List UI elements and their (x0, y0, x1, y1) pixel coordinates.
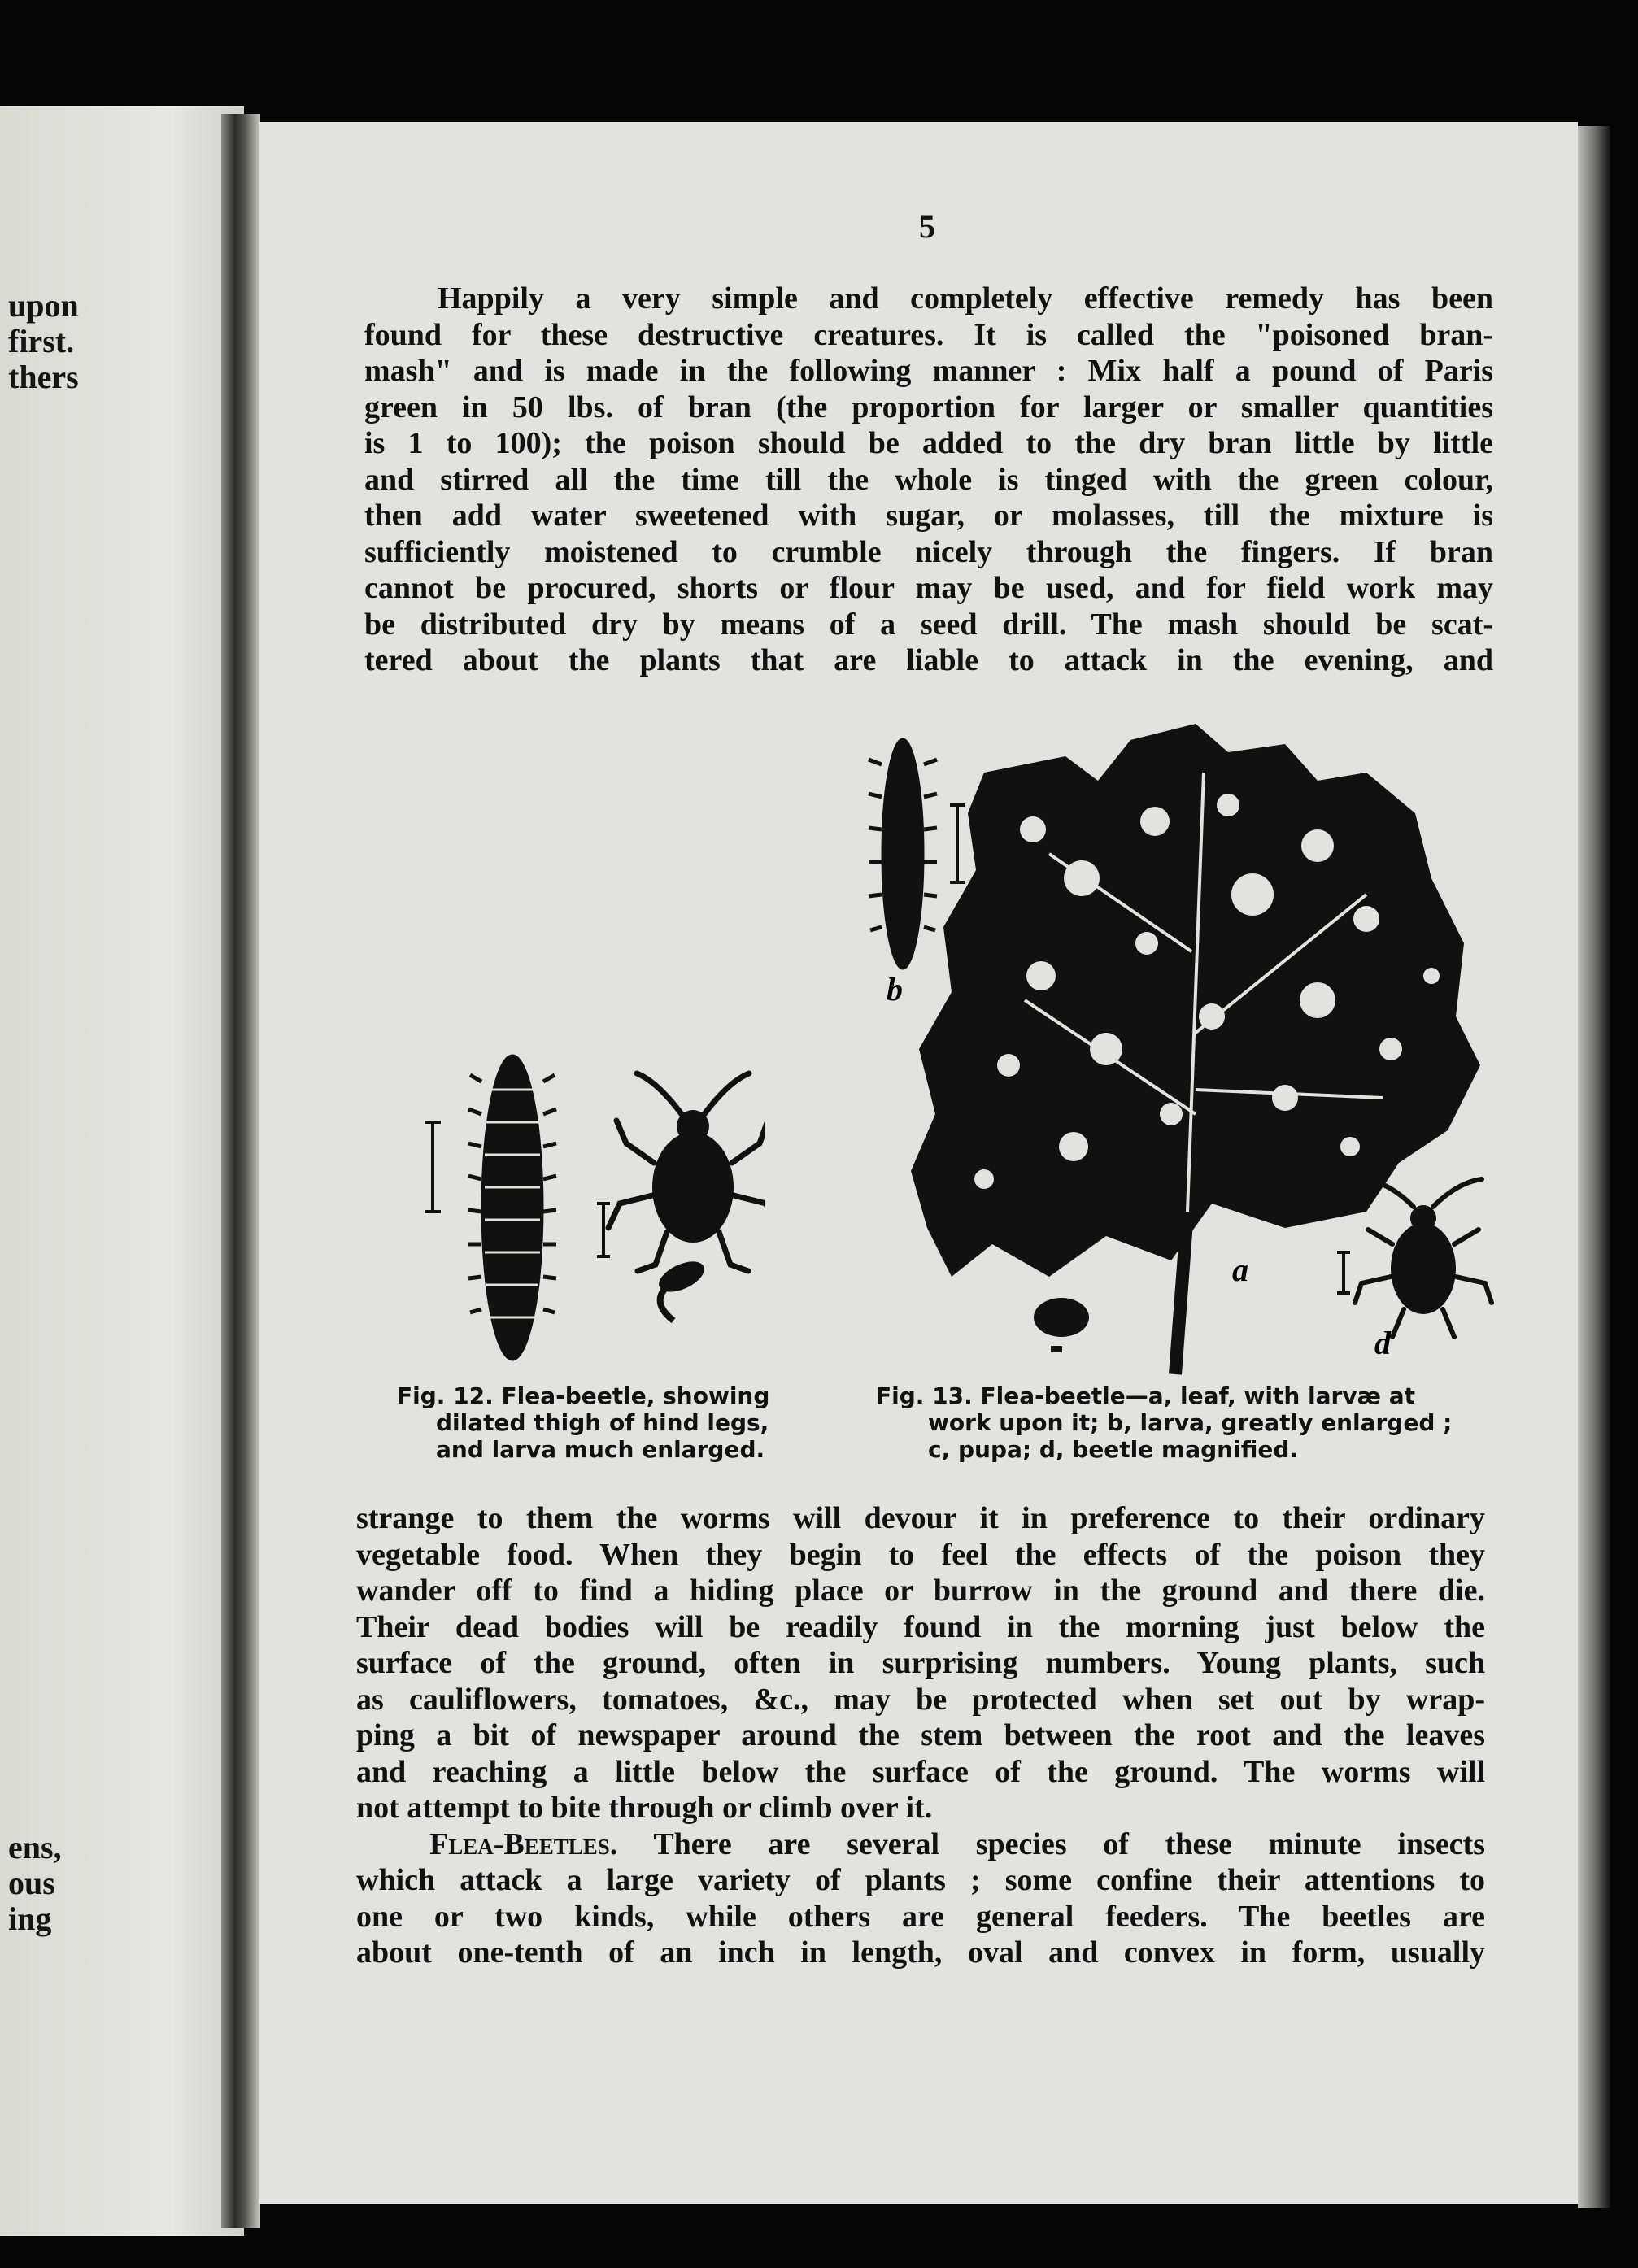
left-fragment: ens, (8, 1829, 62, 1865)
left-fragment: thers (8, 359, 79, 395)
text-line: found for these destructive creatures. It is called the "poisoned bran- (364, 317, 1493, 352)
left-fragment: first. (8, 323, 75, 359)
caption-line: work upon it; b, larva, greatly enlarged ; (928, 1409, 1453, 1436)
text-line: vegetable food. When they begin to feel the effects of the poison they (356, 1537, 1485, 1572)
paragraph-top (364, 281, 1493, 679)
fig13-larva-b (869, 738, 937, 969)
text-line: not attempt to bite through or climb over it. (356, 1791, 933, 1825)
flea-beetles-first-line (356, 1826, 1485, 1863)
fig13-pupa-c (1034, 1298, 1089, 1352)
text-line: surface of the ground, often in surprising numbers. Young plants, such (356, 1646, 1485, 1680)
caption-line: and larva much enlarged. (436, 1436, 765, 1463)
caption-line: Fig. 13. Flea-beetle—a, leaf, with larvæ at (876, 1382, 1415, 1409)
page-edge-shadow (1578, 126, 1610, 2208)
left-fragment: upon (8, 287, 79, 324)
fig12-caption (397, 1382, 769, 1463)
text-line: and reaching a little below the surface of the ground. The worms will (356, 1754, 1485, 1789)
text-line: as cauliflowers, tomatoes, &c., may be protected when set out by wrap- (356, 1682, 1485, 1717)
caption-line: Fig. 12. Flea-beetle, showing (397, 1382, 770, 1409)
section-heading-flea-beetles: Flea-Beetles. (429, 1826, 618, 1861)
text-line: which attack a large variety of plants ; some confine their attentions to (356, 1863, 1485, 1897)
left-fragment: ing (8, 1900, 52, 1937)
text-line: tered about the plants that are liable to attack in the evening, and (364, 643, 1493, 677)
left-page-edge (0, 106, 244, 2236)
caption-line: dilated thigh of hind legs, (436, 1409, 769, 1436)
text-line: cannot be procured, shorts or flour may be used, and for field work may (364, 571, 1493, 605)
fig13-beetle-d (1355, 1179, 1492, 1337)
text-line: green in 50 lbs. of bran (the proportion for larger or smaller quantities (364, 390, 1493, 424)
fig13-scale-bar-beetle (1337, 1252, 1350, 1293)
text-line: then add water sweetened with sugar, or molasses, till the mixture is (364, 498, 1493, 533)
fig12-larva (468, 1055, 556, 1360)
text-line: Their dead bodies will be readily found in the morning just below the (356, 1609, 1485, 1644)
text-line: about one-tenth of an inch in length, oval and convex in form, usually (356, 1935, 1485, 1970)
figure-label-a: a (1232, 1252, 1248, 1288)
text-line: There are several species of these minute insects (653, 1826, 1485, 1861)
fig13-illustration (862, 707, 1496, 1382)
fig12-dilated-leg (654, 1256, 708, 1321)
text-line: wander off to find a hiding place or burrow in the ground and there die. (356, 1574, 1485, 1608)
paragraph-bottom (356, 1500, 1485, 1971)
text-line: be distributed dry by means of a seed drill. The mash should be scat- (364, 607, 1493, 642)
text-line: is 1 to 100); the poison should be added to the dry bran little by little (364, 426, 1493, 460)
fig12-beetle (608, 1073, 765, 1271)
text-line: Happily a very simple and completely effective remedy has been (438, 281, 1493, 316)
text-line: ping a bit of newspaper around the stem between the root and the leaves (356, 1718, 1485, 1752)
figure-label-d: d (1374, 1325, 1391, 1361)
book-gutter (221, 114, 260, 2228)
caption-line: c, pupa; d, beetle magnified. (928, 1436, 1299, 1463)
text-line: strange to them the worms will devour it in preference to their ordinary (356, 1501, 1485, 1535)
page-number: 5 (919, 208, 935, 245)
fig12-illustration (423, 1033, 765, 1382)
fig12-scale-bar-larva (425, 1122, 441, 1212)
text-line: sufficiently moistened to crumble nicely through the fingers. If bran (364, 534, 1493, 569)
text-line: one or two kinds, while others are general feeders. The beetles are (356, 1899, 1485, 1934)
figure-label-b: b (887, 971, 903, 1008)
fig13-caption (876, 1382, 1452, 1463)
left-fragment: ous (8, 1865, 55, 1901)
text-line: and stirred all the time till the whole is tinged with the green colour, (364, 462, 1493, 497)
fig13-scale-bar-larva (950, 805, 965, 882)
text-line: mash" and is made in the following manner : Mix half a pound of Paris (364, 354, 1493, 388)
